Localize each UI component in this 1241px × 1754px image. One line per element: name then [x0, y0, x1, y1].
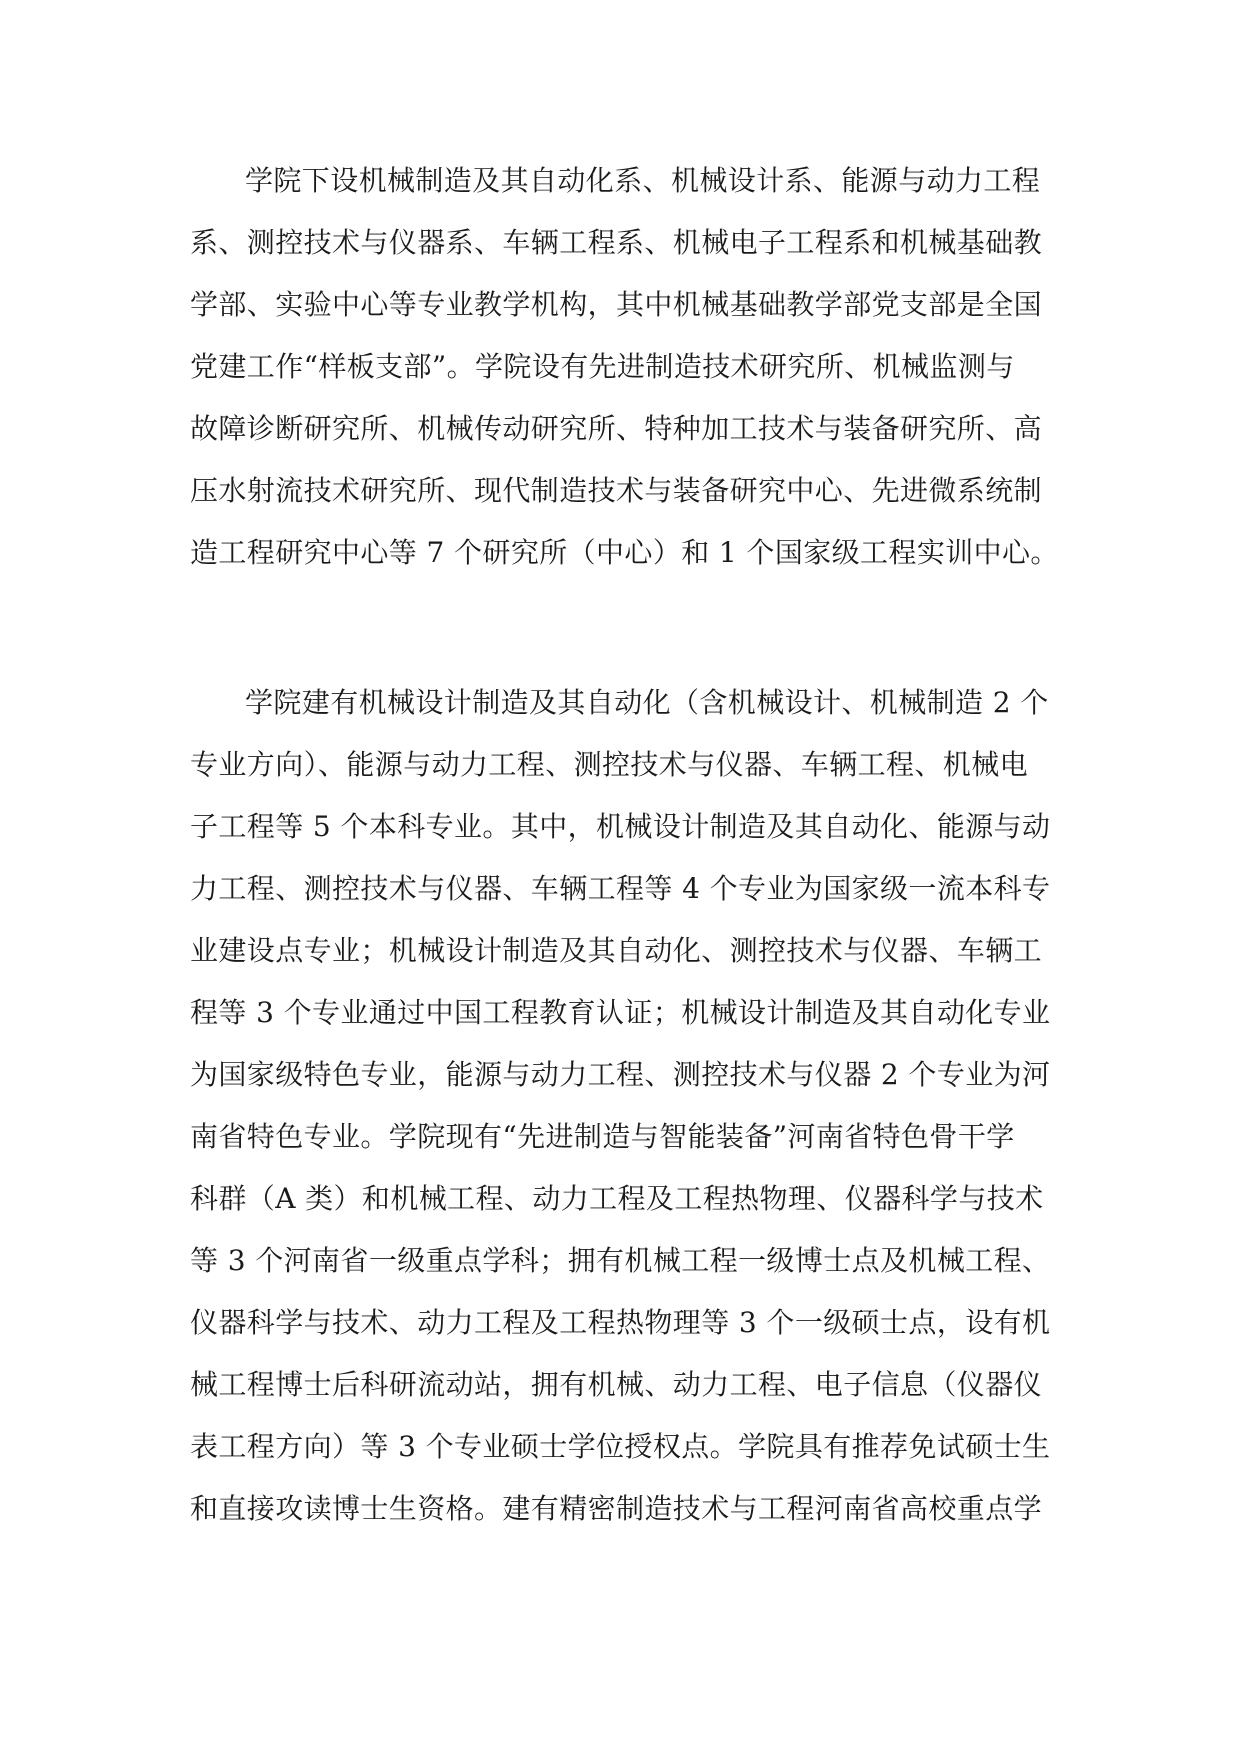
paragraph-line: 学院建有机械设计制造及其自动化（含机械设计、机械制造 2 个: [245, 686, 1049, 719]
paragraph-line: 故障诊断研究所、机械传动研究所、特种加工技术与装备研究所、高: [190, 412, 1043, 445]
paragraph-line: 子工程等 5 个本科专业。其中，机械设计制造及其自动化、能源与动: [190, 810, 1051, 843]
paragraph-1: [190, 150, 1070, 584]
paragraph-line: 业建设点专业；机械设计制造及其自动化、测控技术与仪器、车辆工: [190, 934, 1043, 967]
paragraph-line: 仪器科学与技术、动力工程及工程热物理等 3 个一级硕士点，设有机: [190, 1306, 1051, 1339]
paragraph-line: 程等 3 个专业通过中国工程教育认证；机械设计制造及其自动化专业: [190, 996, 1051, 1029]
paragraph-line: 党建工作“样板支部”。学院设有先进制造技术研究所、机械监测与: [190, 350, 1015, 383]
paragraph-line: 学院下设机械制造及其自动化系、机械设计系、能源与动力工程: [245, 164, 1041, 197]
paragraph-line: 为国家级特色专业，能源与动力工程、测控技术与仪器 2 个专业为河: [190, 1058, 1051, 1091]
paragraph-2: [190, 672, 1070, 1540]
paragraph-line: 科群（A 类）和机械工程、动力工程及工程热物理、仪器科学与技术: [190, 1182, 1044, 1215]
paragraph-line: 和直接攻读博士生资格。建有精密制造技术与工程河南省高校重点学: [190, 1492, 1043, 1525]
paragraph-line: 等 3 个河南省一级重点学科；拥有机械工程一级博士点及机械工程、: [190, 1244, 1051, 1277]
paragraph-line: 表工程方向）等 3 个专业硕士学位授权点。学院具有推荐免试硕士生: [190, 1430, 1051, 1463]
paragraph-line: 械工程博士后科研流动站，拥有机械、动力工程、电子信息（仪器仪: [190, 1368, 1043, 1401]
paragraph-line: 力工程、测控技术与仪器、车辆工程等 4 个专业为国家级一流本科专: [190, 872, 1051, 905]
paragraph-line: 南省特色专业。学院现有“先进制造与智能装备”河南省特色骨干学: [190, 1120, 1015, 1153]
paragraph-line: 专业方向）、能源与动力工程、测控技术与仪器、车辆工程、机械电: [190, 748, 1029, 781]
paragraph-line: 压水射流技术研究所、现代制造技术与装备研究中心、先进微系统制: [190, 474, 1043, 507]
paragraph-line: 学部、实验中心等专业教学机构，其中机械基础教学部党支部是全国: [190, 288, 1043, 321]
paragraph-line: 系、测控技术与仪器系、车辆工程系、机械电子工程系和机械基础教: [190, 226, 1043, 259]
paragraph-line: 造工程研究中心等 7 个研究所（中心）和 1 个国家级工程实训中心。: [190, 536, 1059, 569]
